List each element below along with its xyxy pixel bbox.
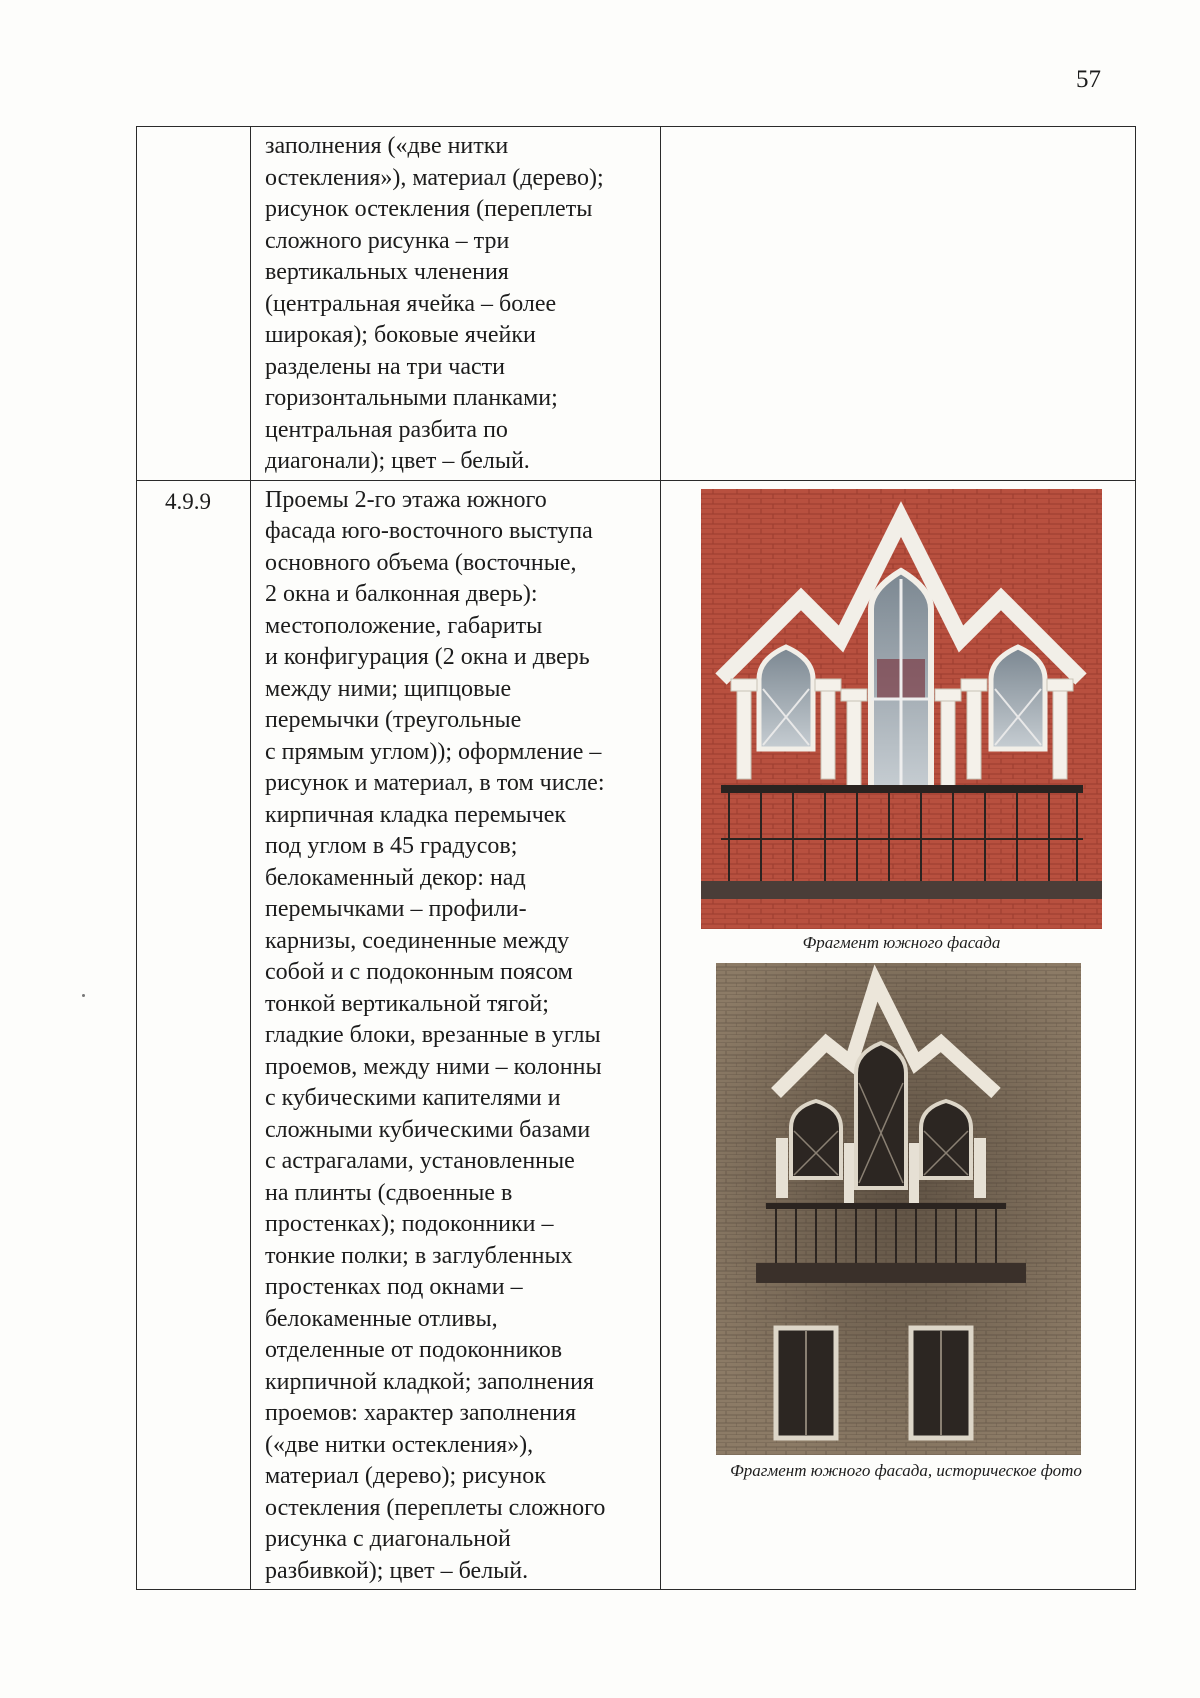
row-number: 4.9.9 [165, 488, 211, 514]
south-facade-photo [701, 489, 1102, 929]
row-number-cell [137, 127, 251, 481]
image-cell [661, 480, 1136, 1590]
row-number [137, 127, 250, 135]
description-cell [251, 127, 661, 481]
table-row [137, 127, 1136, 481]
photo-caption: Фрагмент южного фасада, историческое фото [730, 1460, 1082, 1480]
description-text: заполнения («две нитки остекления»), материал (дерево); рисунок остекления (переплеты сложного рисунка – три вертикальных членения (центральная ячейка – более широкая); боковые ячейки разделены на три части горизонтальными планками; центральная разбита по диагонали); цвет – белый. [265, 133, 604, 474]
description-text: Проемы 2-го этажа южного фасада юго-восточного выступа основного объема (восточные, 2 окна и балконная дверь): местоположение, габариты и конфигурация (2 окна и дверь между ними; щипцовые перемычки (треугольные с прямым углом)); оформление – рисунок и материал, в том числе: кирпичная кладка перемычек под углом в 45 градусов; белокаменный декор: над перемычками – профили- карнизы, соединенные между собой и с подоконным поясом тонкой вертикальной тягой; гладкие блоки, врезанные в углы проемов, между ними – колонны с кубическими капителями и сложными кубическими базами с астрагалами, установленные на плинты (сдвоенные в простенках); подоконники – тонкие полки; в заглубленных простенках под окнами – белокаменные отливы, отделенные от подоконников кирпичной кладкой; заполнения проемов: характер заполнения («две нитки остекления»), материал (дерево); рисунок остекления (переплеты сложного рисунка с диагональной разбивкой); цвет – белый. [265, 486, 606, 1584]
monument-description-table [136, 126, 1136, 1590]
page-number: 57 [1076, 66, 1101, 93]
scan-speck [82, 994, 85, 997]
image-cell [661, 127, 1136, 481]
historical-facade-photo [716, 963, 1081, 1455]
table-row [137, 480, 1136, 1590]
row-number-cell [137, 480, 251, 1590]
photo-caption: Фрагмент южного фасада [802, 932, 1001, 952]
description-cell [251, 480, 661, 1590]
